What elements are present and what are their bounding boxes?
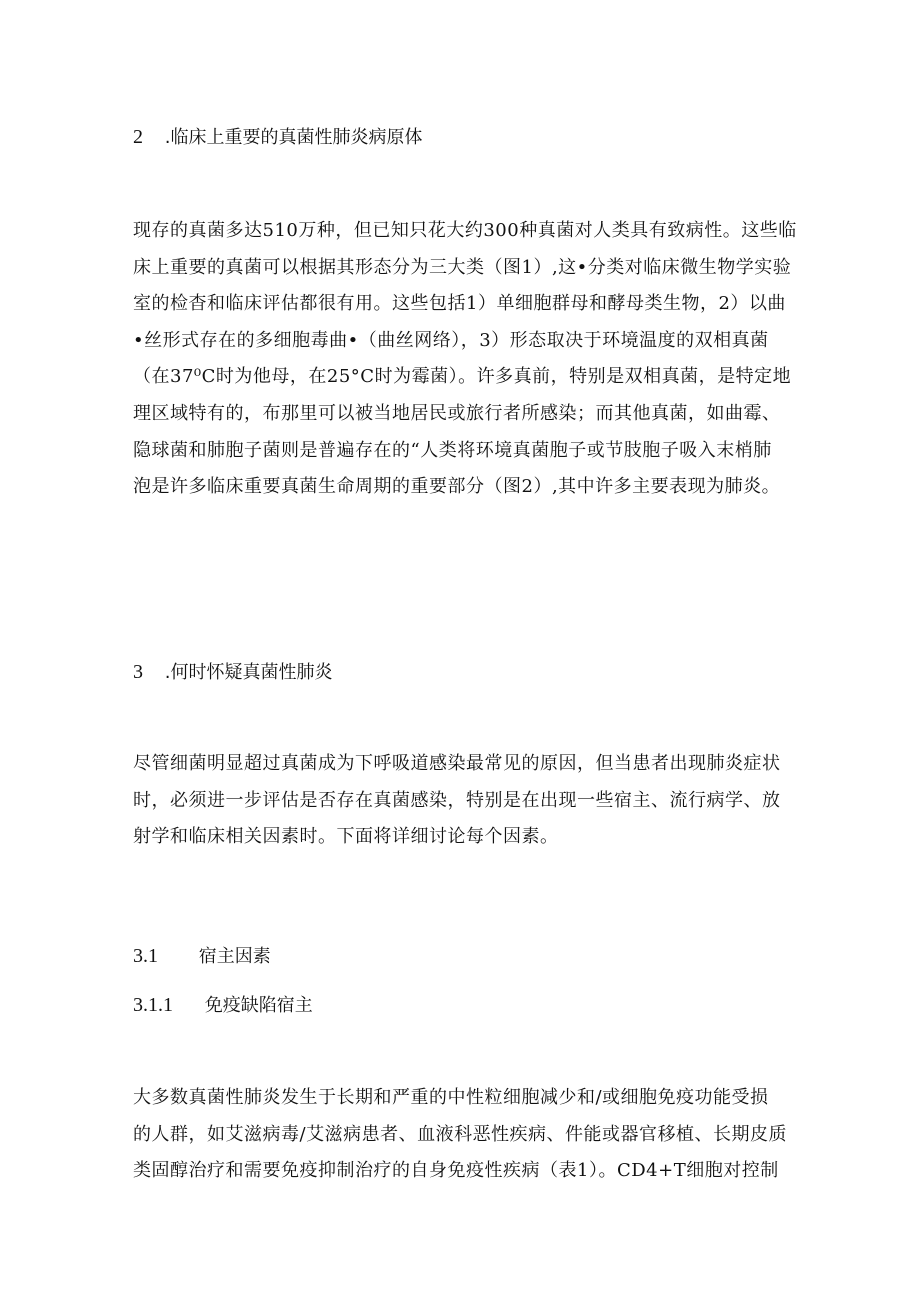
- paragraph-line: 床上重要的真菌可以根据其形态分为三大类（图1）,这•分类对临床微生物学实验: [133, 256, 792, 278]
- paragraph-line: 类固醇治疗和需要免疫抑制治疗的自身免疫性疾病（表1）。CD4+T细胞对控制: [133, 1160, 779, 1182]
- section-number: 3: [133, 661, 143, 683]
- paragraph-line: （在37⁰C时为他母，在25°C时为霉菌）。许多真前，特别是双相真菌，是特定地: [133, 366, 792, 388]
- paragraph-when-to-suspect: [133, 746, 793, 856]
- section-2-heading: [133, 124, 422, 151]
- section-title: 免疫缺陷宿主: [204, 995, 313, 1016]
- section-number: 2: [133, 126, 143, 148]
- paragraph-immunodeficient-host: [133, 1080, 793, 1190]
- section-title: .何时怀疑真菌性肺炎: [164, 662, 333, 683]
- paragraph-line: 射学和临床相关因素时。下面将详细讨论每个因素。: [133, 826, 559, 848]
- paragraph-line: 现存的真菌多达510万种，但已知只花大约300种真菌对人类具有致病性。这些临: [133, 220, 797, 241]
- paragraph-line: 理区域特有的，布那里可以被当地居民或旅行者所感染；而其他真菌，如曲霉、: [133, 402, 781, 424]
- section-3-heading: [133, 659, 332, 686]
- paragraph-fungi-classification: [133, 213, 797, 506]
- section-3-1-1-heading: [133, 992, 313, 1019]
- paragraph-line: 时，必须进一步评估是否存在真菌感染，特别是在出现一些宿主、流行病学、放: [133, 789, 781, 811]
- section-3-1-heading: [133, 943, 271, 970]
- paragraph-line: 大多数真菌性肺炎发生于长期和严重的中性粒细胞减少和/或细胞免疫功能受损: [133, 1087, 769, 1108]
- paragraph-line: •丝形式存在的多细胞毒曲•（曲丝网络），3）形态取决于环境温度的双相真菌: [133, 329, 769, 351]
- paragraph-line: 尽管细菌明显超过真菌成为下呼吸道感染最常见的原因，但当患者出现肺炎症状: [133, 753, 781, 774]
- section-title: 宿主因素: [198, 946, 271, 967]
- paragraph-line: 泡是许多临床重要真菌生命周期的重要部分（图2）,其中许多主要表现为肺炎。: [133, 476, 781, 498]
- paragraph-line: 的人群，如艾滋病毒/艾滋病患者、血液科恶性疾病、件能或器官移植、长期皮质: [133, 1123, 788, 1145]
- paragraph-line: 隐球菌和肺胞子菌则是普遍存在的“人类将环境真菌胞子或节肢胞子吸入末梢肺: [133, 439, 772, 461]
- section-number: 3.1: [133, 945, 158, 967]
- section-number: 3.1.1: [133, 994, 173, 1016]
- section-title: .临床上重要的真菌性肺炎病原体: [164, 127, 423, 148]
- paragraph-line: 室的检杳和临床评估都很有用。这些包括1）单细胞群母和酵母类生物，2）以曲: [133, 293, 786, 315]
